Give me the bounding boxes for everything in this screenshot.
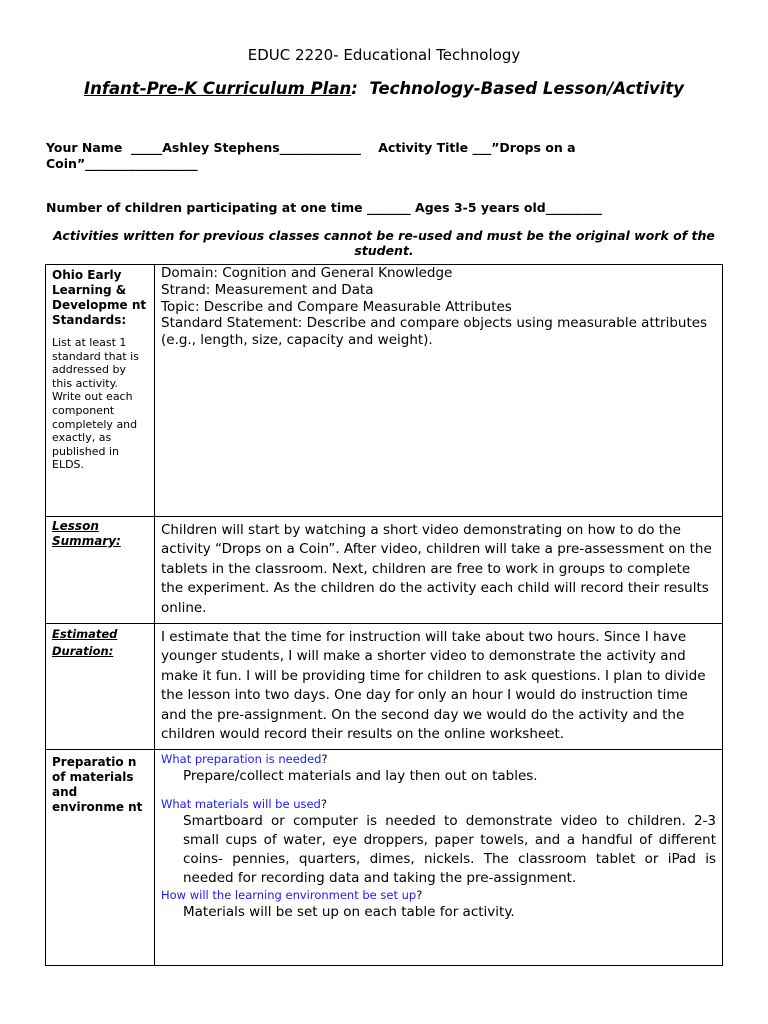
duration-label: Estimated Duration: <box>52 627 118 658</box>
preparation-content-cell <box>155 750 723 966</box>
standards-row <box>46 265 723 517</box>
summary-label: Lesson Summary: <box>52 519 121 548</box>
prep-question-3-text: How will the learning environment be set up <box>161 888 417 902</box>
course-title: EDUC 2220- Educational Technology <box>247 46 521 64</box>
duration-label-cell <box>46 624 155 750</box>
standard-strand: Strand: Measurement and Data <box>161 281 374 298</box>
preparation-label-cell <box>46 750 155 966</box>
summary-label-cell <box>46 517 155 624</box>
name-activity-line: Your Name _____Ashley Stephens_____________ Activity Title ___”Drops on a <box>46 140 576 155</box>
originality-notice: Activities written for previous classes cannot be re-used and must be the original work of the student. <box>53 228 715 258</box>
standard-domain: Domain: Cognition and General Knowledge <box>161 265 453 281</box>
standard-topic: Topic: Describe and Compare Measurable Attributes <box>161 298 512 315</box>
prep-question-1 <box>161 752 716 767</box>
prep-answer-3: Materials will be set up on each table for activity. <box>183 904 515 920</box>
prep-question-1-text: What preparation is needed <box>161 752 322 766</box>
standards-instructions: List at least 1 standard that is addressed by this activity. Write out each component completely and exactly, as published in ELDS. <box>52 336 139 472</box>
question-mark: ? <box>416 888 423 902</box>
duration-text: I estimate that the time for instruction will take about two hours. Since I have younger students, I will make a shorter video to demonstrate the activity and make it fun. I will be providing time for children to ask questions. I plan to divide the lesson into two days. One day for only an hour I would do instruction time and the pre-assignment. On the second day we would do the activity and the children would record their results on the online worksheet. <box>155 624 723 750</box>
prep-question-2 <box>161 797 716 812</box>
plan-subtitle: Technology-Based Lesson/Activity <box>369 79 685 98</box>
standards-content-cell <box>155 265 723 517</box>
standards-label: Ohio Early Learning & Developme nt Standards: <box>52 268 147 327</box>
prep-answer-1: Prepare/collect materials and lay then out on tables. <box>183 768 538 784</box>
activity-title-cont: Coin”__________________ <box>46 156 198 171</box>
summary-row <box>46 517 723 624</box>
prep-question-2-text: What materials will be used <box>161 797 321 811</box>
plan-title-main: Infant-Pre-K Curriculum Plan <box>83 79 352 98</box>
plan-title: Infant-Pre-K Curriculum Plan: Technology-Based Lesson/Activity <box>83 79 685 98</box>
summary-text: Children will start by watching a short video demonstrating on how to do the activity “Drops on a Coin”. After video, children will take a pre-assessment on the tablets in the classroom. Next, children are free to work in groups to complete the experiment. As the children do the activity each child will record their results online. <box>155 517 723 624</box>
curriculum-plan-table <box>45 264 723 966</box>
children-ages-line: Number of children participating at one time _______ Ages 3-5 years old_________ <box>46 200 602 215</box>
standard-statement: Standard Statement: Describe and compare objects using measurable attributes (e.g., length, size, capacity and weight). <box>161 315 708 349</box>
duration-row <box>46 624 723 750</box>
preparation-row <box>46 750 723 966</box>
prep-answer-2: Smartboard or computer is needed to demonstrate video to children. 2-3 small cups of water, eye droppers, paper towels, and a handful of different coins- pennies, quarters, dimes, nickels. The classroom tablet or iPad is needed for recording data and taking the pre-assignment. <box>183 813 716 886</box>
question-mark: ? <box>320 797 327 811</box>
prep-question-3 <box>161 888 716 903</box>
standards-label-cell <box>46 265 155 517</box>
question-mark: ? <box>321 752 328 766</box>
preparation-label: Preparatio n of materials and environme nt <box>52 755 143 814</box>
